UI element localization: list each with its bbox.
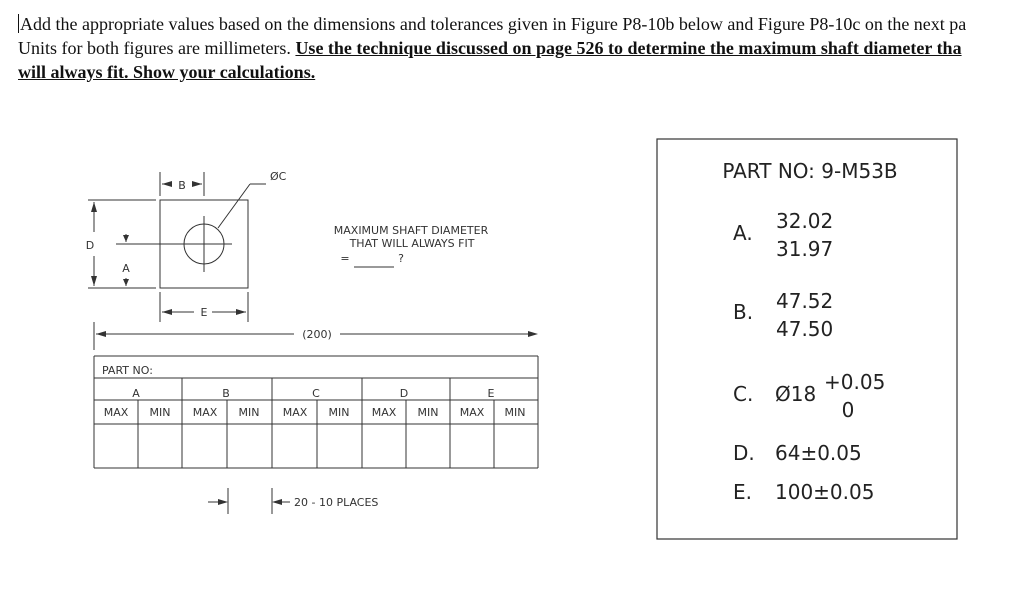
spec-c-upper-tol: +0.05 (824, 370, 886, 394)
arrowhead-e-right (236, 309, 246, 315)
problem-line-2-bold: Use the technique discussed on page 526 to determine the maximum shaft diameter tha (295, 38, 962, 58)
spec-a-upper: 32.02 (776, 209, 834, 233)
spec-b-lower: 47.50 (776, 317, 834, 341)
spec-b-letter: B. (733, 300, 754, 324)
arrowhead-b-right (192, 181, 202, 187)
problem-line-3-bold: will always fit. Show your calculations. (18, 62, 316, 82)
table-c-min: MIN (328, 406, 350, 419)
table-col-e: E (487, 387, 495, 400)
dim-a-label: A (122, 262, 130, 275)
note-line-1: MAXIMUM SHAFT DIAMETER (333, 224, 489, 237)
dim-d-label: D (85, 239, 95, 252)
table-d-max: MAX (371, 406, 397, 419)
dim-c-label: ØC (270, 170, 287, 183)
spec-b-upper: 47.52 (776, 289, 834, 313)
arrowhead-a-top (123, 235, 129, 242)
table-a-min: MIN (149, 406, 171, 419)
problem-line-2-plain: Units for both figures are millimeters. (18, 38, 296, 58)
table-part-no-label: PART NO: (102, 364, 153, 377)
spec-d-letter: D. (733, 441, 755, 465)
spec-d-value: 64±0.05 (775, 441, 862, 465)
arrowhead-length-left (96, 331, 106, 337)
note-line-2: THAT WILL ALWAYS FIT (349, 237, 475, 250)
spec-e-value: 100±0.05 (775, 480, 875, 504)
table-col-a: A (132, 387, 140, 400)
table-col-b: B (222, 387, 230, 400)
note-equals: = (340, 252, 350, 265)
dim-e-label: E (200, 306, 208, 319)
dim-c-leader (218, 184, 250, 228)
table-b-max: MAX (192, 406, 218, 419)
dim-length-label: (200) (302, 328, 332, 341)
dim-b-label: B (178, 179, 186, 192)
spec-title: PART NO: 9-M53B (722, 159, 898, 183)
spec-c-lower-tol: 0 (841, 398, 855, 422)
arrowhead-a-bottom (123, 279, 129, 286)
table-e-min: MIN (504, 406, 526, 419)
table-col-d: D (399, 387, 409, 400)
arrowhead-b-left (162, 181, 172, 187)
spec-a-lower: 31.97 (776, 237, 834, 261)
spec-a-letter: A. (733, 221, 753, 245)
part-drawing (85, 172, 536, 350)
arrowhead-e-left (162, 309, 172, 315)
table-a-max: MAX (103, 406, 129, 419)
table-col-c: C (312, 387, 320, 400)
problem-line-1-text: Add the appropriate values based on the dimensions and tolerances given in Figure P8-10b below and Figure P8-10c on the next pa (20, 14, 967, 34)
table-e-max: MAX (459, 406, 485, 419)
arrowhead-d-bottom (91, 276, 97, 286)
spec-c-letter: C. (733, 382, 754, 406)
table-c-max: MAX (282, 406, 308, 419)
note-question-mark: ? (398, 252, 404, 265)
arrowhead-length-right (528, 331, 538, 337)
spec-e-letter: E. (733, 480, 752, 504)
spacing-label: 20 - 10 PLACES (294, 496, 379, 509)
arrowhead-d-top (91, 202, 97, 212)
table-b-min: MIN (238, 406, 260, 419)
spec-c-nominal: Ø18 (775, 382, 817, 406)
table-d-min: MIN (417, 406, 439, 419)
